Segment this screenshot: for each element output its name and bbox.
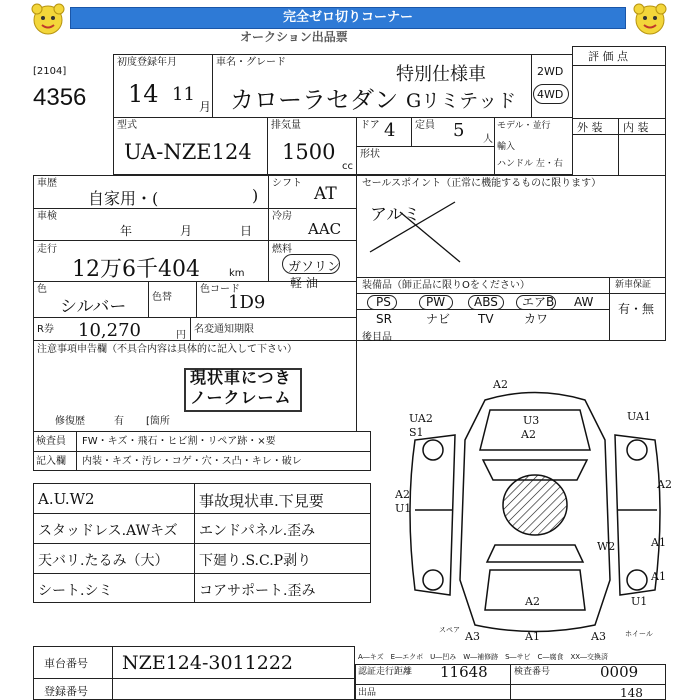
inspection-day: 日 [240,224,253,238]
banner-title: 完全ゼロ切りコーナー [70,7,626,29]
displacement-value: 1500 [282,140,336,164]
shift-value: AT [314,184,337,204]
cert-mileage-value: 11648 [440,663,488,681]
equip-airbag: エアB [522,295,555,309]
interior-label: 内 装 [623,121,649,134]
equip-sr: SR [376,312,392,326]
inspection-no-label: 検査番号 [514,667,551,677]
exterior-check-row: FW・キズ・飛石・ヒビ割・リペア跡・×要 [82,436,276,447]
evaluation-label: 評 価 点 [588,50,628,63]
exterior-label: 外 装 [577,121,603,134]
ac-label: 冷房 [272,211,292,222]
diagram-label: U1 [631,595,648,608]
diagram-label: UA1 [627,410,651,423]
color-label: 色 [37,284,47,295]
reg-month-unit: 月 [199,100,212,114]
remark-right-1: 事故現状車.下見要 [199,492,324,510]
mascot-left-icon [28,2,68,38]
equip-tv: TV [478,312,494,326]
header-code: [2104] [33,66,67,77]
lot-label: 出品 [358,688,377,698]
recycle-label: R券 [37,324,54,335]
warranty-value: 有・無 [618,302,655,316]
equip-pw: PW [426,295,446,309]
warranty-label: 新車保証 [615,280,652,290]
damage-legend: A―キズ E―エクボ U―凹み W―補修跡 S―サビ C―腐食 XX―交換済 [358,653,609,661]
wheel-label: ホイール [625,630,653,638]
ac-value: AAC [308,220,342,238]
doors-value: 4 [384,120,396,141]
mileage-value: 12万6千404 [72,257,200,282]
shape-label: 形状 [360,149,380,160]
history-close: ) [252,186,259,205]
diagram-label: W2 [597,540,616,553]
repair-label: 修復歴 [55,416,85,427]
diagram-label: A2 [521,428,536,441]
entry-label: 記入欄 [36,456,66,467]
first-reg-label: 初度登録年月 [117,57,177,68]
rear-seat-label: 後目品 [362,332,392,343]
import-label: 輸入 [497,142,516,152]
color-sub-label: 色替 [152,292,172,303]
car-name-label: 車名・グレード [216,57,286,68]
diagram-label: A1 [651,536,666,549]
stamp-line1: 現状車につき [190,368,292,387]
cert-mileage-label: 認証走行距離 [358,667,413,677]
equip-abs-circle [468,295,504,310]
mascot-right-icon [630,2,670,38]
chassis-value: NZE124-3011222 [122,652,293,674]
equip-abs: ABS [474,295,498,309]
diagram-label: U1 [395,502,412,515]
km-unit: km [229,268,245,279]
diagram-label: UA2 [409,412,433,425]
remark-left-1: A.U.W2 [38,490,95,508]
color-code-label: 色コード [200,284,240,295]
recycle-value: 10,270 [78,320,141,341]
color-value: シルバー [60,297,127,317]
equip-leather: カワ [524,312,549,326]
drive-4wd: 4WD [537,88,564,101]
spare-label: スペア [439,626,460,634]
car-damage-diagram [395,380,685,650]
model-line-label: モデル・並行 [497,121,551,131]
remark-right-3: 下廻り.S.C.P剥り [199,553,312,569]
handle-label: ハンドル 左・右 [497,159,563,169]
remark-right-4: コアサポート.歪み [199,583,316,599]
notes-label: 注意事項申告欄（不具合内容は具体的に記入して下さい） [37,344,297,355]
header-fragment: オークション出品票 [240,30,348,44]
reg-year: 14 [128,80,159,108]
diagram-label: A1 [525,630,540,643]
sales-point-label: セールスポイント（正常に機能するものに限ります） [362,178,602,189]
sales-point-scribble [360,192,480,272]
shift-label: シフト [272,178,302,189]
bottom-small-value: 148 [620,686,643,700]
history-label: 車歴 [37,178,57,189]
diagram-label: U3 [523,414,540,427]
equip-airbag-circle [516,295,556,310]
fuel-sub: 軽 油 [290,276,318,290]
fuel-label: 燃料 [272,244,292,255]
repair-have: 有 [114,416,124,427]
inspection-label: 車検 [37,211,57,222]
yen-unit: 円 [176,330,186,341]
cc-unit: cc [342,161,353,172]
diagram-label: A2 [493,380,508,391]
reg-month: 11 [172,84,195,105]
equip-aw: AW [574,295,594,309]
mileage-label: 走行 [37,244,57,255]
name-change-label: 名変通知期限 [194,324,254,335]
remark-left-4: シート.シミ [38,583,113,599]
model-value: UA-NZE124 [124,140,252,164]
sales-note: アルミ [370,205,421,225]
fuel-circle [282,254,340,274]
remark-right-2: エンドパネル.歪み [199,523,316,539]
model-label: 型式 [117,120,137,131]
diagram-label: S1 [409,426,424,439]
history-value: 自家用・( [88,189,159,208]
equip-navi: ナビ [426,312,451,326]
diagram-label: A2 [657,478,672,491]
inspection-month: 月 [180,224,193,238]
lot-number: 4356 [33,84,87,111]
diagram-label: A2 [525,595,540,608]
reg-no-label: 登録番号 [44,685,88,698]
inspector-label: 検査員 [36,436,66,447]
color-code-value: 1D9 [228,292,266,313]
inspection-year: 年 [120,224,133,238]
diagram-label: A3 [465,630,480,643]
car-name: カローラセダン [230,86,399,114]
capacity-label: 定員 [415,120,435,131]
remark-left-3: 天バリ.たるみ（大） [38,553,169,569]
equip-pw-circle [419,295,453,310]
remark-left-2: スタッドレス.AWキズ [38,523,178,539]
diagram-label: A2 [395,488,410,501]
repair-location: [箇所 [146,416,170,427]
displacement-label: 排気量 [271,120,301,131]
equipment-label: 装備品（師正品に限りOをください） [362,280,530,291]
chassis-label: 車台番号 [44,657,88,670]
doors-label: ドア [360,120,380,131]
diagram-label: A1 [651,570,666,583]
fuel-value: ガソリン [288,260,341,275]
diagram-label: A3 [591,630,606,643]
persons-unit: 人 [483,134,493,145]
inspection-no-value: 0009 [600,663,639,681]
grade: Gリミテッド [406,90,517,112]
stamp-line2: ノークレーム [190,388,292,407]
capacity-value: 5 [453,120,465,141]
equip-ps-circle [367,295,397,310]
drive-2wd: 2WD [537,65,564,78]
equip-ps: PS [376,295,391,309]
interior-check-row: 内装・キズ・汚レ・コゲ・穴・ス凸・キレ・破レ [82,456,302,467]
special-edition: 特別仕様車 [396,64,486,85]
